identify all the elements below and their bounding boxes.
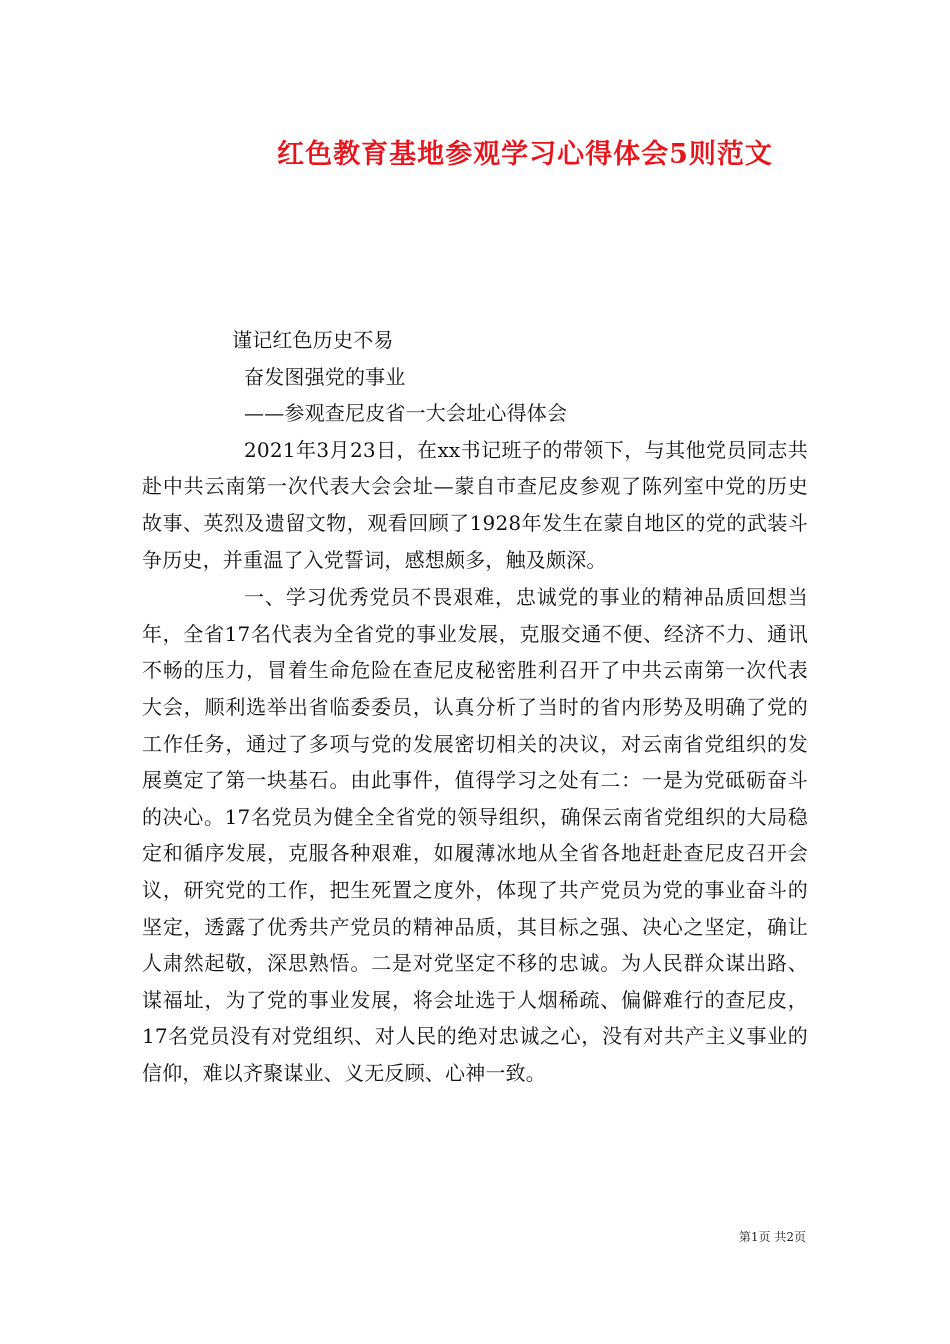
paragraph-section-1: 一、学习优秀党员不畏艰难，忠诚党的事业的精神品质回想当年，全省17名代表为全省党的事业发展，克服交通不便、经济不力、通讯不畅的压力，冒着生命危险在查尼皮秘密胜利召开了中共云南第一次代表大会，顺利选举出省临委委员，认真分析了当时的省内形势及明确了党的工作任务，通过了多项与党的发展密切相关的决议，对云南省党组织的发展奠定了第一块基石。由此事件，值得学习之处有二：一是为党砥砺奋斗的决心。17名党员为健全全省党的领导组织，确保云南省党组织的大局稳定和循序发展，克服各种艰难，如履薄冰地从全省各地赶赴查尼皮召开会议，研究党的工作，把生死置之度外，体现了共产党员为党的事业奋斗的坚定，透露了优秀共产党员的精神品质，其目标之强、决心之坚定，确让人肃然起敬，深思熟悟。二是对党坚定不移的忠诚。为人民群众谋出路、谋福址，为了党的事业发展，将会址选于人烟稀疏、偏僻难行的查尼皮，17名党员没有对党组织、对人民的绝对忠诚之心，没有对共产主义事业的信仰，难以齐聚谋业、义无反顾、心神一致。	[142, 585, 808, 1085]
document-body	[142, 322, 808, 1091]
subtitle-line-3: ——参观查尼皮省一大会址心得体会	[244, 401, 568, 426]
paragraph-intro: 2021年3月23日，在xx书记班子的带领下，与其他党员同志共赴中共云南第一次代表大会会址—蒙自市查尼皮参观了陈列室中党的历史故事、英烈及遗留文物，观看回顾了1928年发生在蒙自地区的党的武装斗争历史，并重温了入党誓词，感想颇多，触及颇深。	[142, 437, 808, 572]
document-title: 红色教育基地参观学习心得体会5则范文	[277, 139, 773, 170]
subtitle-line-1: 谨记红色历史不易	[232, 328, 394, 352]
subtitle-line-2: 奋发图强党的事业	[244, 364, 406, 389]
page-number: 第1页 共2页	[738, 1230, 806, 1244]
